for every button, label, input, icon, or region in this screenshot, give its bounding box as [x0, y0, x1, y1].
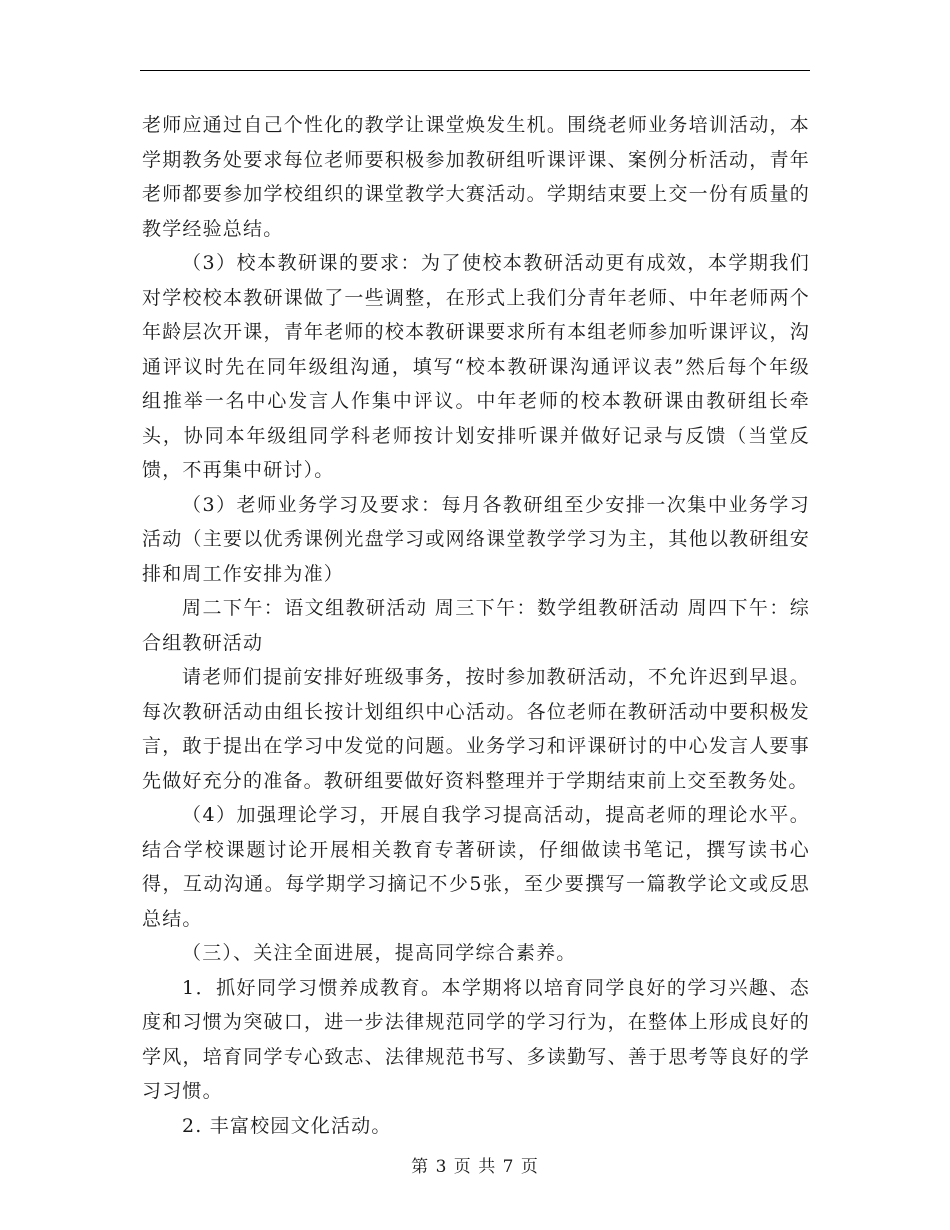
paragraph-7: （三）、关注全面进展，提高同学综合素养。	[182, 942, 577, 964]
paragraph-2: （3）校本教研课的要求：为了使校本教研活动更有成效，本学期我们对学校校本教研课做了一些调整，在形式上我们分青年老师、中年老师两个年龄层次开课，青年老师的校本教研课要求所有本组老师参加听课评议，沟通评议时先在同年级组沟通，填写“校本教研课沟通评议表”然后每个年级组推举一名中心发言人作集中评议。中年老师的校本教研课由教研组长牵头，协同本年级组同学科老师按计划安排听课并做好记录与反馈（当堂反馈，不再集中研讨）。	[142, 252, 810, 481]
document-body	[142, 108, 810, 1143]
paragraph-5: 请老师们提前安排好班级事务，按时参加教研活动，不允许迟到早退。每次教研活动由组长按计划组织中心活动。各位老师在教研活动中要积极发言，敢于提出在学习中发觉的问题。业务学习和评课研讨的中心发言人要事先做好充分的准备。教研组要做好资料整理并于学期结束前上交至教务处。	[142, 666, 810, 792]
paragraph-8: 1．抓好同学习惯养成教育。本学期将以培育同学良好的学习兴趣、态度和习惯为突破口，进一步法律规范同学的学习行为，在整体上形成良好的学风，培育同学专心致志、法律规范书写、多读勤写、善于思考等良好的学习习惯。	[142, 976, 810, 1102]
page-footer: 第 3 页 共 7 页	[411, 1157, 539, 1177]
paragraph-3: （3）老师业务学习及要求：每月各教研组至少安排一次集中业务学习活动（主要以优秀课例光盘学习或网络课堂教学学习为主，其他以教研组安排和周工作安排为准）	[142, 493, 810, 585]
paragraph-9: 2. 丰富校园文化活动。	[182, 1114, 392, 1137]
paragraph-4: 周二下午：语文组教研活动 周三下午：数学组教研活动 周四下午：综合组教研活动	[142, 597, 810, 654]
header-rule	[140, 70, 810, 71]
paragraph-6: （4）加强理论学习，开展自我学习提高活动，提高老师的理论水平。结合学校课题讨论开展相关教育专著研读，仔细做读书笔记，撰写读书心得，互动沟通。每学期学习摘记不少5张，至少要撰写一篇教学论文或反思总结。	[142, 804, 810, 930]
paragraph-1: 老师应通过自己个性化的教学让课堂焕发生机。围绕老师业务培训活动，本学期教务处要求每位老师要积极参加教研组听课评课、案例分析活动，青年老师都要参加学校组织的课堂教学大赛活动。学期结束要上交一份有质量的教学经验总结。	[142, 114, 810, 240]
